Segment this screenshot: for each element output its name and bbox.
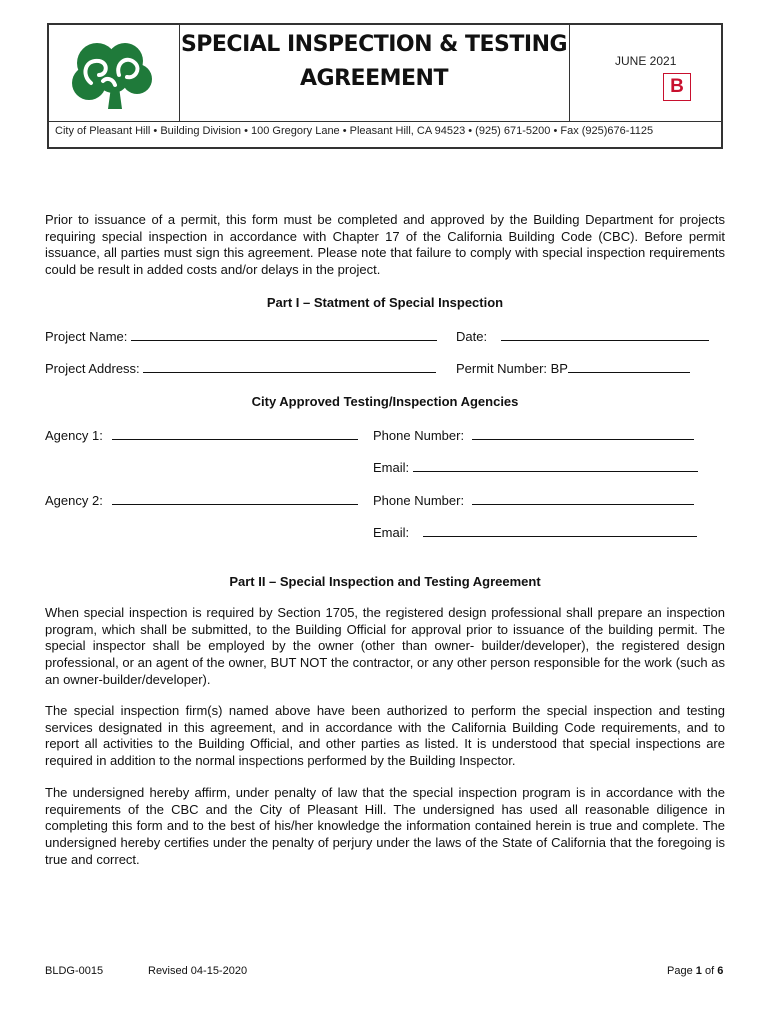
form-header: [47, 23, 723, 149]
agency1-email-field[interactable]: [373, 459, 698, 475]
intro-paragraph: Prior to issuance of a permit, this form must be completed and approved by the Building Department for projects requiring special inspection in accordance with Chapter 17 of the California Building Code (CBC). Before permit issuance, all parties must sign this agreement. Please note that failure to comply with special inspection requirements could be result in added costs and/or delays in the project.: [45, 212, 725, 278]
agency2-input[interactable]: [112, 492, 358, 505]
revised-date: Revised 04-15-2020: [148, 965, 248, 977]
permit-number-field[interactable]: [456, 360, 690, 376]
agency2-email-input[interactable]: [423, 524, 697, 537]
page-of: of: [704, 965, 715, 977]
agency1-email-label: Email:: [373, 460, 410, 475]
part2-paragraph-3: The undersigned hereby affirm, under penalty of law that the special inspection program is in accordance with the requirements of the CBC and the City of Pleasant Hill. The undersigned has used all reasonable diligence in completing this form and to the best of his/her knowledge the information contained herein is true and complete. The undersigned hereby certifies under the penalty of perjury under the laws of the State of California that the foregoing is true and correct.: [45, 785, 725, 867]
agency1-field[interactable]: [45, 427, 358, 443]
part2-paragraph-2: The special inspection firm(s) named above have been authorized to perform the special inspection and testing services designated in this agreement, and in accordance with the California Building Code requirements, and to report all activities to the Building Official, and other parties as listed. It is understood that special inspections are required in addition to the normal inspections performed by the Building Inspector.: [45, 703, 725, 769]
project-address-input[interactable]: [143, 360, 436, 373]
form-letter-badge: B: [663, 73, 691, 101]
agencies-heading: City Approved Testing/Inspection Agencies: [251, 394, 519, 409]
permit-number-label: Permit Number: BP: [456, 361, 568, 376]
form-title-line2: AGREEMENT: [300, 66, 448, 91]
agency1-phone-field[interactable]: [373, 427, 694, 443]
agency2-phone-input[interactable]: [472, 492, 694, 505]
page-total: 6: [717, 965, 724, 977]
form-date: JUNE 2021: [615, 54, 677, 68]
part2-heading: Part II – Special Inspection and Testing Agreement: [229, 574, 541, 589]
form-title-line1: SPECIAL INSPECTION & TESTING: [180, 32, 568, 57]
project-name-label: Project Name:: [45, 329, 128, 344]
agency2-field[interactable]: [45, 492, 358, 508]
permit-number-input[interactable]: [568, 360, 690, 373]
page-current: 1: [695, 965, 702, 977]
city-tree-logo-icon: [67, 39, 157, 111]
title-cell: [179, 25, 570, 121]
agency1-phone-input[interactable]: [472, 427, 694, 440]
project-name-field[interactable]: [45, 328, 437, 344]
agency2-label: Agency 2:: [45, 493, 103, 508]
agency1-phone-label: Phone Number:: [373, 428, 465, 443]
header-row: [49, 25, 721, 122]
agency2-phone-label: Phone Number:: [373, 493, 465, 508]
date-label: Date:: [456, 329, 488, 344]
date-field[interactable]: [456, 328, 709, 344]
project-name-input[interactable]: [131, 328, 437, 341]
city-address: City of Pleasant Hill • Building Division • 100 Gregory Lane • Pleasant Hill, CA 94523 • (925) 671-5200 • Fax (925)676-1125: [55, 125, 654, 137]
form-number: BLDG-0015: [45, 965, 104, 977]
date-cell: [569, 25, 721, 121]
project-address-field[interactable]: [45, 360, 436, 376]
agency2-email-field[interactable]: [373, 524, 697, 540]
agency2-email-label: Email:: [373, 525, 410, 540]
date-input[interactable]: [501, 328, 709, 341]
agency1-input[interactable]: [112, 427, 358, 440]
page-indicator: [667, 965, 723, 977]
agency2-phone-field[interactable]: [373, 492, 694, 508]
part1-heading: Part I – Statment of Special Inspection: [266, 295, 504, 310]
part2-paragraph-1: When special inspection is required by Section 1705, the registered design professional shall prepare an inspection program, which shall be submitted, to the Building Official for approval prior to issuance of the building permit. The special inspector shall be employed by the owner (other than owner- builder/developer), the registered design professional, or an agent of the owner, BUT NOT the contractor, or any other person responsible for the work (such as an owner-builder/developer).: [45, 605, 725, 687]
page-prefix: Page: [667, 965, 693, 977]
project-address-label: Project Address:: [45, 361, 140, 376]
logo-cell: [49, 25, 180, 121]
agency1-label: Agency 1:: [45, 428, 103, 443]
agency1-email-input[interactable]: [413, 459, 698, 472]
